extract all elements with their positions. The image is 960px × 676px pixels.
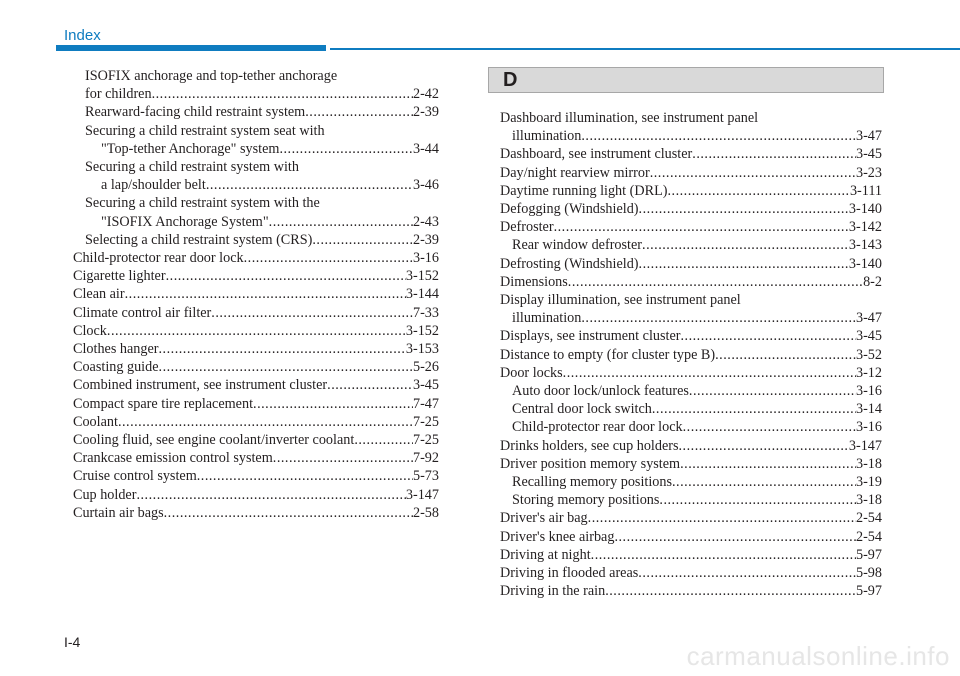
- index-entry: [500, 164, 882, 182]
- index-entry-text: Clothes hanger: [73, 341, 159, 358]
- dot-leader: [591, 546, 856, 564]
- index-entry: [500, 200, 882, 218]
- dot-leader: [279, 140, 413, 158]
- index-page-ref: 5-98: [855, 565, 882, 582]
- dot-leader: [563, 364, 856, 382]
- index-page-ref: 7-25: [412, 432, 439, 449]
- index-entry: [73, 67, 439, 103]
- index-page-ref: 3-14: [855, 401, 882, 418]
- index-entry-text: Driver position memory system: [500, 455, 681, 472]
- index-entry-heading: Securing a child restraint system with: [85, 159, 299, 176]
- index-entry-text: Rear window defroster: [512, 237, 643, 254]
- index-entry: [73, 322, 439, 340]
- index-page-ref: 3-111: [849, 182, 882, 199]
- dot-leader: [273, 449, 413, 467]
- index-entry: [73, 194, 439, 230]
- index-entry-text: Recalling memory positions: [512, 474, 672, 491]
- index-entry: [73, 467, 439, 485]
- dot-leader: [253, 395, 413, 413]
- index-entry-text: Crankcase emission control system: [73, 450, 273, 467]
- index-page-ref: 2-54: [855, 510, 882, 527]
- index-page-ref: 3-44: [412, 140, 439, 157]
- index-entry: [73, 486, 439, 504]
- index-entry: [73, 285, 439, 303]
- dot-leader: [327, 376, 413, 394]
- index-entry: [73, 358, 439, 376]
- index-entry-text: Auto door lock/unlock features: [512, 383, 689, 400]
- index-entry: [73, 103, 439, 121]
- index-entry-text: illumination: [512, 128, 582, 145]
- dot-leader: [206, 176, 413, 194]
- index-entry-text: Selecting a child restraint system (CRS): [85, 231, 313, 248]
- index-entry: [500, 400, 882, 418]
- dot-leader: [652, 400, 856, 418]
- index-page-ref: 3-142: [848, 219, 882, 236]
- index-entry: [73, 340, 439, 358]
- index-column-left: [73, 67, 439, 522]
- index-entry: [500, 327, 882, 345]
- index-entry-text: Cup holder: [73, 486, 137, 503]
- index-entry: [500, 564, 882, 582]
- index-column-right: [500, 109, 882, 600]
- index-page-ref: 5-26: [412, 359, 439, 376]
- dot-leader: [581, 127, 856, 145]
- index-entry-text: Cooling fluid, see engine coolant/inverter coolant: [73, 432, 355, 449]
- index-entry-text: Driver's knee airbag: [500, 528, 615, 545]
- letter-heading: [488, 67, 884, 93]
- index-entry-text: Defroster: [500, 219, 554, 236]
- index-entry-heading: Display illumination, see instrument panel: [500, 292, 741, 309]
- index-entry: [500, 145, 882, 163]
- index-page-ref: 3-45: [412, 377, 439, 394]
- index-page-ref: 5-73: [412, 468, 439, 485]
- dot-leader: [269, 213, 413, 231]
- index-page-ref: 3-46: [412, 177, 439, 194]
- index-entry: [73, 249, 439, 267]
- index-page-ref: 3-152: [405, 322, 439, 339]
- dot-leader: [159, 340, 406, 358]
- index-entry-heading: Securing a child restraint system seat with: [85, 122, 325, 139]
- index-entry: [500, 291, 882, 327]
- index-page-ref: 2-42: [412, 86, 439, 103]
- index-entry: [500, 255, 882, 273]
- index-entry-text: Coasting guide: [73, 359, 159, 376]
- index-entry-text: illumination: [512, 310, 582, 327]
- index-entry: [500, 218, 882, 236]
- index-entry: [500, 382, 882, 400]
- index-entry-text: Drinks holders, see cup holders: [500, 437, 679, 454]
- index-page-ref: 3-153: [405, 341, 439, 358]
- dot-leader: [639, 255, 849, 273]
- dot-leader: [305, 103, 413, 121]
- section-title: Index: [64, 27, 101, 44]
- index-entry: [500, 182, 882, 200]
- index-entry: [500, 528, 882, 546]
- index-entry-text: "Top-tether Anchorage" system: [101, 140, 280, 157]
- header-rule-thin: [330, 48, 960, 50]
- index-entry: [73, 304, 439, 322]
- dot-leader: [164, 504, 413, 522]
- index-entry-text: Day/night rearview mirror: [500, 164, 650, 181]
- index-page-ref: 3-19: [855, 474, 882, 491]
- index-entry-text: a lap/shoulder belt: [101, 177, 206, 194]
- dot-leader: [679, 437, 849, 455]
- index-page-ref: 3-47: [855, 310, 882, 327]
- index-entry-text: Storing memory positions: [512, 492, 660, 509]
- index-entry: [500, 473, 882, 491]
- index-entry: [73, 413, 439, 431]
- dot-leader: [638, 564, 856, 582]
- index-entry-heading: ISOFIX anchorage and top-tether anchorage: [85, 68, 338, 84]
- dot-leader: [614, 528, 856, 546]
- index-entry: [500, 582, 882, 600]
- index-page-ref: 3-140: [848, 255, 882, 272]
- dot-leader: [650, 164, 856, 182]
- index-entry-text: Curtain air bags: [73, 504, 164, 521]
- index-entry: [500, 437, 882, 455]
- index-page-ref: 3-52: [855, 346, 882, 363]
- index-entry: [500, 418, 882, 436]
- dot-leader: [152, 85, 413, 103]
- index-entry-text: Coolant: [73, 413, 118, 430]
- index-page-ref: 7-47: [412, 395, 439, 412]
- letter-heading-label: D: [503, 69, 518, 91]
- dot-leader: [197, 467, 413, 485]
- index-page-ref: 2-58: [412, 504, 439, 521]
- index-entry-text: Combined instrument, see instrument cluster: [73, 377, 328, 394]
- index-entry-text: Driving in the rain: [500, 583, 606, 600]
- index-entry: [500, 236, 882, 254]
- index-page-ref: 3-45: [855, 328, 882, 345]
- index-page-ref: 7-33: [412, 304, 439, 321]
- dot-leader: [605, 582, 856, 600]
- watermark: carmanualsonline.info: [686, 641, 950, 671]
- dot-leader: [588, 509, 856, 527]
- index-entry-text: "ISOFIX Anchorage System": [101, 213, 269, 230]
- index-page-ref: 3-143: [848, 237, 882, 254]
- dot-leader: [118, 413, 413, 431]
- index-page-ref: 2-43: [412, 213, 439, 230]
- index-entry: [73, 431, 439, 449]
- dot-leader: [354, 431, 413, 449]
- index-page-ref: 3-47: [855, 128, 882, 145]
- dot-leader: [639, 200, 849, 218]
- dot-leader: [667, 182, 849, 200]
- dot-leader: [692, 145, 856, 163]
- index-page-ref: 7-92: [412, 450, 439, 467]
- index-entry-text: Central door lock switch: [512, 401, 652, 418]
- index-entry-text: Driving at night: [500, 546, 591, 563]
- index-page-ref: 3-152: [405, 268, 439, 285]
- index-entry-text: Child-protector rear door lock: [73, 250, 244, 267]
- dot-leader: [166, 267, 406, 285]
- index-entry-text: Door locks: [500, 364, 563, 381]
- index-entry: [73, 267, 439, 285]
- dot-leader: [680, 455, 856, 473]
- index-page-ref: 3-16: [855, 383, 882, 400]
- index-entry-text: Daytime running light (DRL): [500, 182, 668, 199]
- dot-leader: [159, 358, 413, 376]
- page-number: I-4: [64, 634, 81, 650]
- index-page-ref: 3-45: [855, 146, 882, 163]
- index-entry-text: Compact spare tire replacement: [73, 395, 254, 412]
- dot-leader: [689, 382, 856, 400]
- index-entry-text: Cigarette lighter: [73, 268, 166, 285]
- dot-leader: [554, 218, 849, 236]
- index-entry-text: Driving in flooded areas: [500, 565, 639, 582]
- index-page-ref: 5-97: [855, 546, 882, 563]
- index-page-ref: 2-39: [412, 231, 439, 248]
- index-entry-text: Child-protector rear door lock: [512, 419, 683, 436]
- index-entry: [73, 449, 439, 467]
- index-page-ref: 2-39: [412, 104, 439, 121]
- index-entry-text: Dashboard, see instrument cluster: [500, 146, 693, 163]
- index-page-ref: 3-23: [855, 164, 882, 181]
- index-entry-text: Clock: [73, 322, 107, 339]
- dot-leader: [680, 327, 856, 345]
- index-entry: [500, 109, 882, 145]
- index-entry-text: Clean air: [73, 286, 125, 303]
- dot-leader: [125, 285, 406, 303]
- index-page-ref: 3-12: [855, 364, 882, 381]
- index-page-ref: 8-2: [863, 273, 882, 290]
- index-entry: [500, 491, 882, 509]
- index-entry: [73, 395, 439, 413]
- index-entry-text: Driver's air bag: [500, 510, 588, 527]
- dot-leader: [107, 322, 406, 340]
- dot-leader: [312, 231, 413, 249]
- index-entry: [73, 504, 439, 522]
- dot-leader: [715, 346, 856, 364]
- index-entry: [73, 231, 439, 249]
- index-entry: [500, 273, 882, 291]
- index-page-ref: 3-147: [848, 437, 882, 454]
- dot-leader: [568, 273, 863, 291]
- dot-leader: [683, 418, 856, 436]
- index-entry: [500, 546, 882, 564]
- dot-leader: [244, 249, 413, 267]
- index-entry-text: for children: [85, 86, 152, 103]
- index-page-ref: 3-16: [855, 419, 882, 436]
- index-page-ref: 3-140: [848, 201, 882, 218]
- index-entry-heading: Dashboard illumination, see instrument panel: [500, 110, 759, 126]
- index-page-ref: 2-54: [855, 528, 882, 545]
- index-entry-text: Cruise control system: [73, 468, 197, 485]
- index-entry-text: Defrosting (Windshield): [500, 255, 639, 272]
- index-page-ref: 3-144: [405, 286, 439, 303]
- dot-leader: [211, 304, 413, 322]
- index-page-ref: 3-18: [855, 492, 882, 509]
- index-entry: [73, 122, 439, 158]
- index-entry-text: Dimensions: [500, 273, 568, 290]
- dot-leader: [642, 236, 849, 254]
- dot-leader: [581, 309, 856, 327]
- header-rule-thick: [56, 45, 326, 51]
- index-entry: [73, 376, 439, 394]
- index-entry: [500, 364, 882, 382]
- index-entry: [500, 509, 882, 527]
- index-entry-text: Defogging (Windshield): [500, 201, 639, 218]
- index-entry: [500, 346, 882, 364]
- dot-leader: [136, 486, 405, 504]
- index-page-ref: 3-147: [405, 486, 439, 503]
- index-entry-text: Rearward-facing child restraint system: [85, 104, 306, 121]
- index-page-ref: 3-18: [855, 455, 882, 472]
- index-entry: [73, 158, 439, 194]
- dot-leader: [672, 473, 856, 491]
- index-page-ref: 5-97: [855, 583, 882, 600]
- index-entry-heading: Securing a child restraint system with the: [85, 195, 320, 212]
- index-entry: [500, 455, 882, 473]
- index-page-ref: 3-16: [412, 250, 439, 267]
- index-entry-text: Displays, see instrument cluster: [500, 328, 681, 345]
- dot-leader: [659, 491, 856, 509]
- index-entry-text: Distance to empty (for cluster type B): [500, 346, 716, 363]
- index-entry-text: Climate control air filter: [73, 304, 212, 321]
- index-page-ref: 7-25: [412, 413, 439, 430]
